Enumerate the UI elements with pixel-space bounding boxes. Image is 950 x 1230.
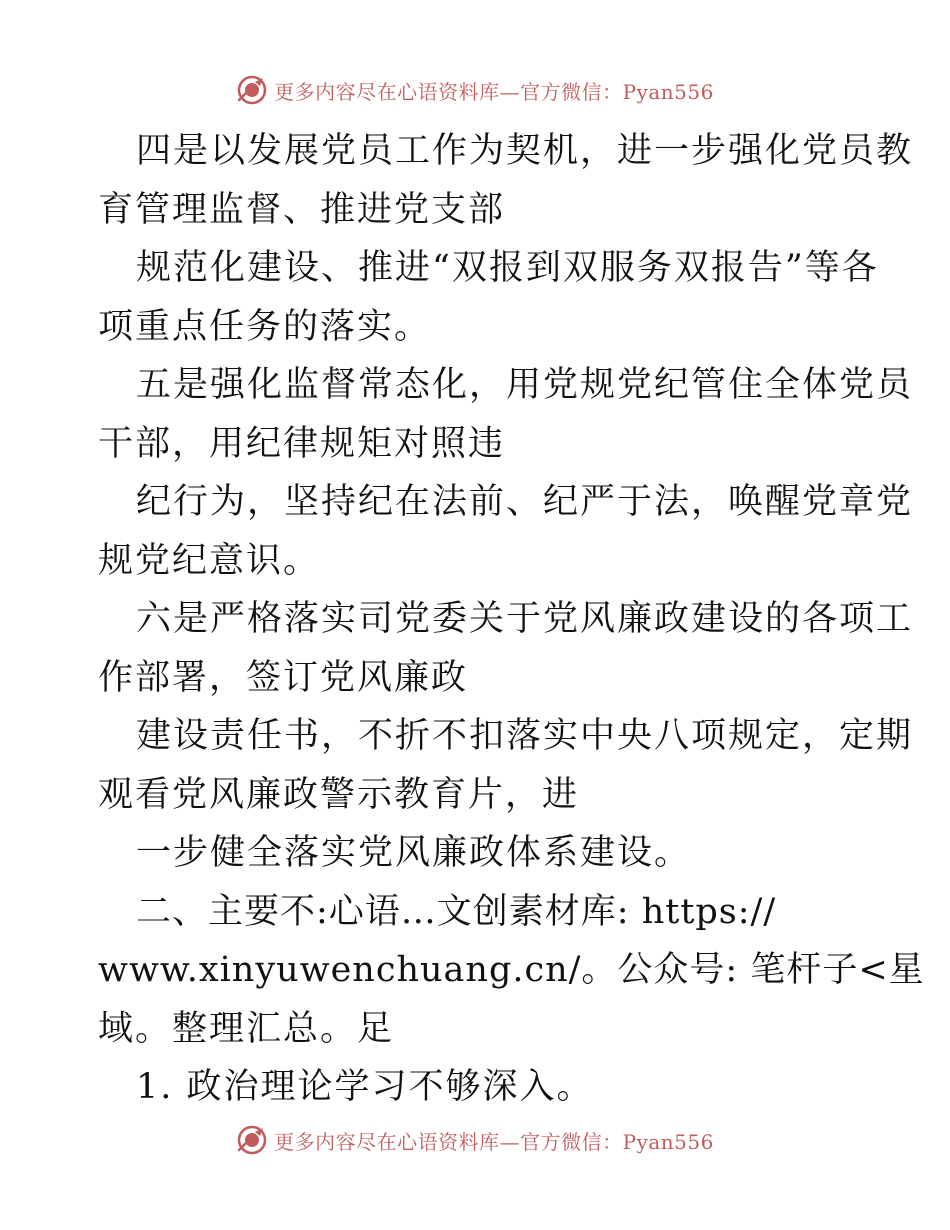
header-watermark [0,70,950,110]
text-line-9: 六是严格落实司党委关于党风廉政建设的各项工 [136,599,914,639]
footer-watermark [0,1120,950,1160]
watermark-text: 更多内容尽在心语资料库—官方微信：Pyan556 [274,1129,714,1154]
text-line-1: 四是以发展党员工作为契机，进一步强化党员教 [136,131,914,171]
quill-seal-icon [236,74,268,106]
watermark-text: 更多内容尽在心语资料库—官方微信：Pyan556 [274,79,714,104]
text-line-13: 一步健全落实党风廉政体系建设。 [136,833,692,873]
text-line-11: 建设责任书，不折不扣落实中央八项规定，定期 [136,716,914,756]
text-line-4: 项重点任务的落实。 [98,306,432,347]
text-line-14: 二、主要不:心语…文创素材库: https:// [136,891,777,932]
text-line-7: 纪行为，坚持纪在法前、纪严于法，唤醒党章党 [136,482,914,522]
text-line-2: 育管理监督、推进党支部 [98,189,506,230]
text-line-17: 1. 政治理论学习不够深入。 [136,1067,594,1107]
text-line-6: 干部，用纪律规矩对照违 [98,423,506,464]
document-body [98,122,925,1117]
text-line-3: 规范化建设、推进“双报到双服务双报告”等各 [136,248,879,288]
text-line-5: 五是强化监督常态化，用党规党纪管住全体党员 [136,365,914,405]
text-line-10: 作部署，签订党风廉政 [98,657,469,698]
quill-seal-icon [236,1124,268,1156]
text-line-16: 域。整理汇总。足 [98,1008,395,1049]
text-line-12: 观看党风廉政警示教育片，进 [98,774,580,815]
text-line-8: 规党纪意识。 [98,540,321,581]
text-line-15: www.xinyuwenchuang.cn/。公众号: 笔杆子<星 [98,950,925,990]
